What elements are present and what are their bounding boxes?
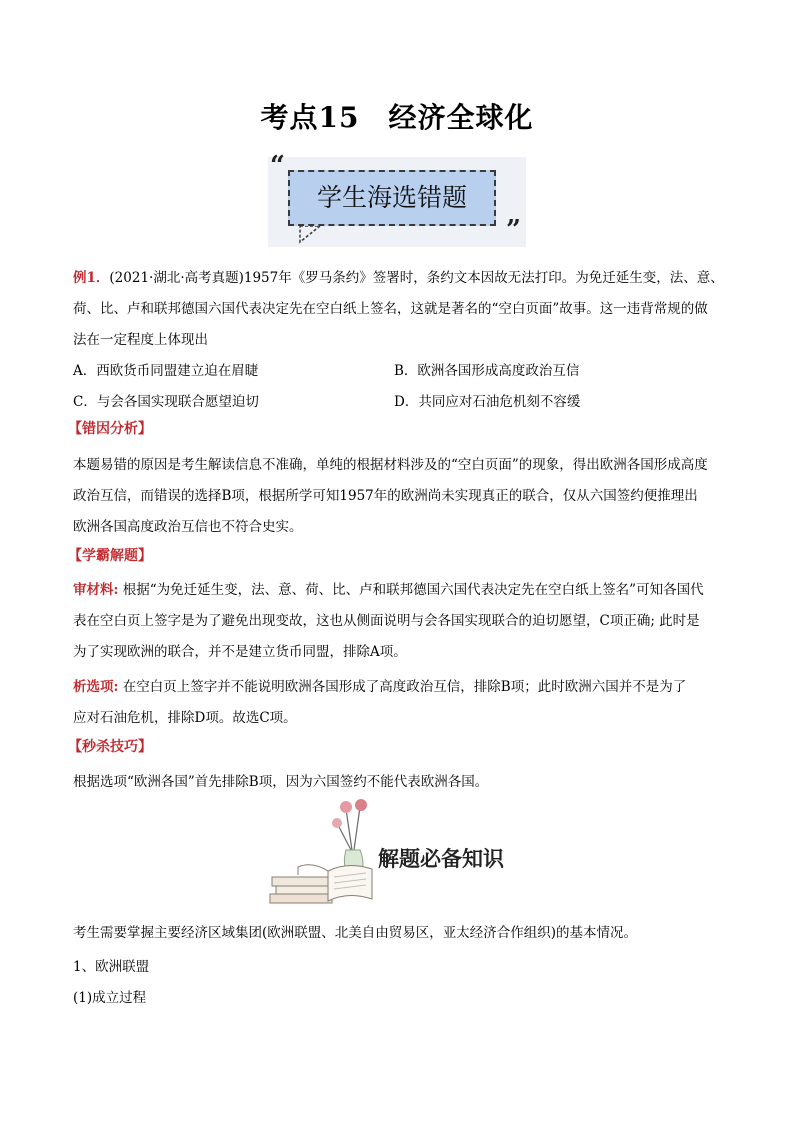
knowledge-item-1: 1、欧洲联盟 <box>73 959 150 975</box>
example-line-1: 例1．(2021·湖北·高考真题)1957年《罗马条约》签署时，条约文本因故无法打印。为免迁延生变，法、意、 <box>73 270 724 286</box>
knowledge-intro: 考生需要掌握主要经济区域集团(欧洲联盟、北美自由贸易区，亚太经济合作组织)的基本情况。 <box>73 925 638 941</box>
example-question <box>73 263 733 356</box>
option-c: C．与会各国实现联合愿望迫切 <box>73 394 259 410</box>
material-label: 审材料: <box>73 582 119 598</box>
page-title: 考点15 经济全球化 <box>260 101 534 134</box>
knowledge-title: 解题必备知识 <box>378 847 504 871</box>
banner <box>268 151 526 247</box>
example-line-2: 荷、比、卢和联邦德国六国代表决定先在空白纸上签名，这就是著名的“空白页面”故事。这一违背常规的做 <box>73 301 708 317</box>
trick-body: 根据选项“欧洲各国”首先排除B项，因为六国签约不能代表欧洲各国。 <box>73 774 489 790</box>
example-line-3: 法在一定程度上体现出 <box>73 332 208 348</box>
option-d: D．共同应对石油危机刻不容缓 <box>394 394 581 410</box>
error-analysis-body: 本题易错的原因是考生解读信息不准确，单纯的根据材料涉及的“空白页面”的现象，得出欧洲各国形成高度 政治互信，而错误的选择B项，根据所学可知1957年的欧洲尚未实现真正的联合，仅从六国签约便推理出 欧洲各国高度政治互信也不符合史实。 <box>73 457 708 535</box>
example-label: 例1． <box>73 270 110 286</box>
book-flower-icon <box>268 795 388 910</box>
banner-text: 学生海选错题 <box>316 183 467 212</box>
knowledge-banner <box>268 795 538 910</box>
solution-heading: 【学霸解题】 <box>68 548 152 564</box>
quote-close-mark: ” <box>506 215 521 245</box>
option-a: A．西欧货币同盟建立迫在眉睫 <box>73 363 259 379</box>
knowledge-item-2: (1)成立过程 <box>73 990 147 1006</box>
solution-options: 析选项: 在空白页上签字并不能说明欧洲各国形成了高度政治互信，排除B项；此时欧洲六国并不是为了 应对石油危机，排除D项。故选C项。 <box>73 679 687 726</box>
option-b: B．欧洲各国形成高度政治互信 <box>394 363 580 379</box>
quote-open-mark: “ <box>270 151 285 181</box>
trick-heading: 【秒杀技巧】 <box>68 739 152 755</box>
error-analysis-heading: 【错因分析】 <box>68 421 152 437</box>
speech-tail-icon <box>298 226 338 246</box>
option-analysis-label: 析选项: <box>73 679 119 695</box>
solution-material: 审材料: 根据“为免迁延生变，法、意、荷、比、卢和联邦德国六国代表决定先在空白纸上签名”可知各国代 表在空白页上签字是为了避免出现变故，这也从侧面说明与会各国实现联合的迫切愿望，C项正确; 此时是 为了实现欧洲的联合，并不是建立货币同盟，排除A项。 <box>73 582 704 660</box>
